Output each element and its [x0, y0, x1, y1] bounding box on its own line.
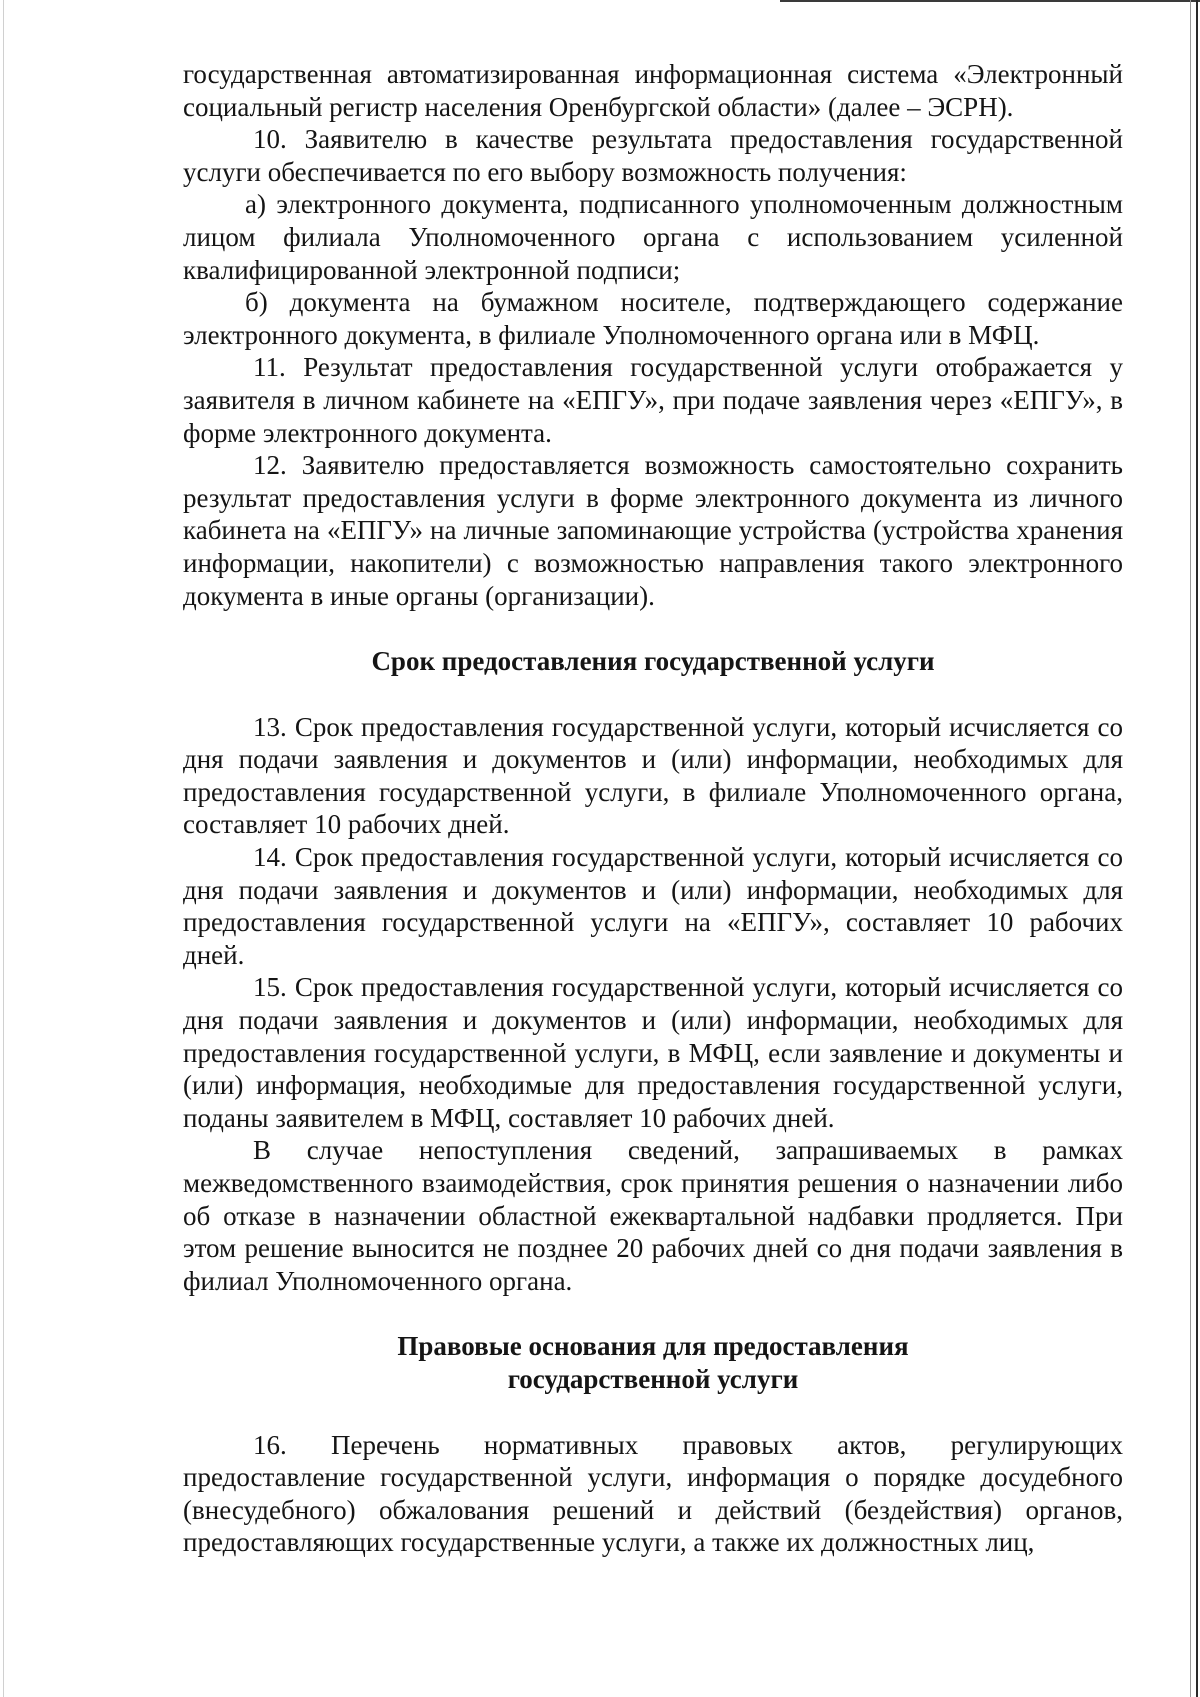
section-heading-legal-basis-line2: государственной услуги — [507, 1363, 799, 1394]
section-heading-legal-basis-line1: Правовые основания для предоставления — [397, 1331, 909, 1362]
paragraph-10: 10. Заявителю в качестве результата предоставления государственной услуги обеспечивается по его выбору возможность получения: — [183, 124, 1123, 187]
scan-edge-left — [3, 0, 4, 1697]
paragraph-13: 13. Срок предоставления государственной услуги, который исчисляется со дня подачи заявления и документов и (или) информации, необходимых для предоставления государственной услуги, в филиале Уполномоченного органа, составляет 10 рабочих дней. — [183, 711, 1123, 840]
paragraph-14: 14. Срок предоставления государственной услуги, который исчисляется со дня подачи заявления и документов и (или) информации, необходимых для предоставления государственной услуги на «ЕПГУ», составляет 10 рабочих дней. — [183, 842, 1123, 970]
paragraph-16: 16. Перечень нормативных правовых актов, регулирующих предоставление государственной услуги, информация о порядке досудебного (внесудебного) обжалования решений и действий (бездействия) органов, предоставляющих государственные услуги, а также их должностных лиц, — [183, 1429, 1123, 1558]
paragraph-15: 15. Срок предоставления государственной услуги, который исчисляется со дня подачи заявления и документов и (или) информации, необходимых для предоставления государственной услуги, в МФЦ, если заявление и документы и (или) информация, необходимые для предоставления государственной услуги, поданы заявителем в МФЦ, составляет 10 рабочих дней. — [183, 972, 1123, 1133]
paragraph-11: 11. Результат предоставления государственной услуги отображается у заявителя в личном кабинете на «ЕПГУ», при подаче заявления через «ЕПГУ», в форме электронного документа. — [183, 352, 1123, 448]
paragraph-10-b: б) документа на бумажном носителе, подтверждающего содержание электронного документа, в филиале Уполномоченного органа или в МФЦ. — [183, 287, 1123, 350]
paragraph-12: 12. Заявителю предоставляется возможность самостоятельно сохранить результат предоставления услуги в форме электронного документа из личного кабинета на «ЕПГУ» на личные запоминающие устройства (устройства хранения информации, накопители) с возможностью направления такого электронного документа в иные органы (организации). — [183, 450, 1123, 611]
paragraph-continuation: государственная автоматизированная информационная система «Электронный социальный регистр населения Оренбургской области» (далее – ЭСРН). — [183, 59, 1123, 122]
scan-edge-top — [780, 0, 1200, 2]
document-body — [183, 58, 1123, 1559]
paragraph-15-extension: В случае непоступления сведений, запрашиваемых в рамках межведомственного взаимодействия, срок принятия решения о назначении либо об отказе в назначении областной ежеквартальной надбавки продляется. При этом решение выносится не позднее 20 рабочих дней со дня подачи заявления в филиал Уполномоченного органа. — [183, 1135, 1123, 1296]
paragraph-10-a: а) электронного документа, подписанного уполномоченным должностным лицом филиала Уполномоченного органа с использованием усиленной квалифицированной электронной подписи; — [183, 189, 1123, 285]
section-heading-term: Срок предоставления государственной услуги — [371, 646, 935, 677]
scan-edge-right — [1196, 0, 1198, 1697]
scan-edge-right-inner — [1190, 0, 1191, 1697]
